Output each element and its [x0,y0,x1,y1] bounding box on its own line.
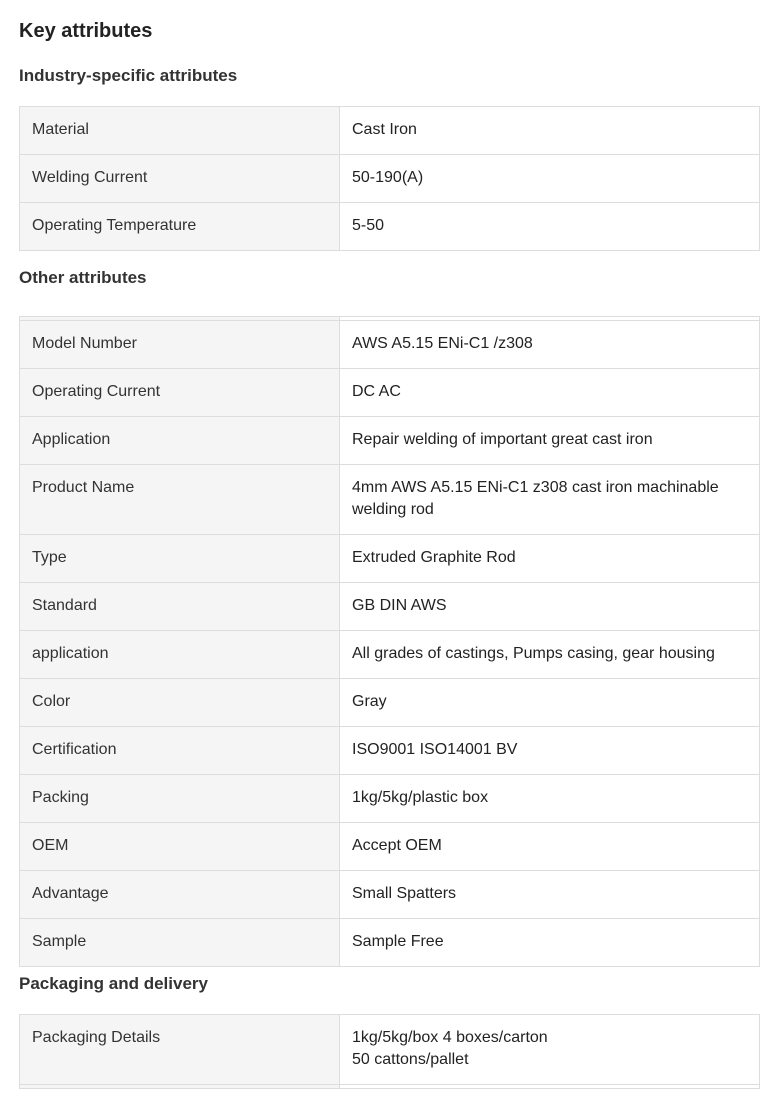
table-row [20,535,760,583]
attribute-key: Color [20,679,340,727]
attribute-key: Sample [20,919,340,967]
table-row [20,107,760,155]
table-bottom-spacer [20,1085,760,1089]
attribute-key: application [20,631,340,679]
table-row [20,631,760,679]
table-row [20,321,760,369]
table-row [20,583,760,631]
attribute-key: Material [20,107,340,155]
attribute-value: ISO9001 ISO14001 BV [340,727,760,775]
attribute-key: Advantage [20,871,340,919]
attribute-value: 50-190(A) [340,155,760,203]
table-row [20,1015,760,1085]
attribute-value: Extruded Graphite Rod [340,535,760,583]
attribute-value: Small Spatters [340,871,760,919]
packaging-delivery-table [19,1014,760,1089]
industry-attributes-table [19,106,760,251]
table-row [20,417,760,465]
page-title: Key attributes [19,20,153,42]
attribute-value: 5-50 [340,203,760,251]
attribute-value: 4mm AWS A5.15 ENi-C1 z308 cast iron machinable welding rod [340,465,760,535]
attribute-value: Gray [340,679,760,727]
table-row [20,919,760,967]
other-attributes-heading: Other attributes [19,268,147,287]
attribute-value: All grades of castings, Pumps casing, gear housing [340,631,760,679]
packaging-delivery-heading: Packaging and delivery [19,974,208,993]
attribute-value: 1kg/5kg/plastic box [340,775,760,823]
attribute-key: Standard [20,583,340,631]
attribute-value: GB DIN AWS [340,583,760,631]
attribute-value: DC AC [340,369,760,417]
attribute-key: Packaging Details [20,1015,340,1085]
attribute-value: 1kg/5kg/box 4 boxes/carton 50 cattons/pallet [340,1015,760,1085]
table-row [20,155,760,203]
table-row [20,465,760,535]
attribute-value: Sample Free [340,919,760,967]
table-row [20,727,760,775]
attribute-key: Certification [20,727,340,775]
table-row [20,679,760,727]
industry-attributes-heading: Industry-specific attributes [19,66,238,85]
attribute-key: Welding Current [20,155,340,203]
attribute-key: Product Name [20,465,340,535]
attribute-key: Operating Temperature [20,203,340,251]
attribute-value: Accept OEM [340,823,760,871]
table-row [20,775,760,823]
attribute-key: Operating Current [20,369,340,417]
attribute-value: AWS A5.15 ENi-C1 /z308 [340,321,760,369]
attribute-value: Repair welding of important great cast iron [340,417,760,465]
other-attributes-table [19,316,760,967]
attribute-key: Type [20,535,340,583]
table-row [20,823,760,871]
attribute-key: OEM [20,823,340,871]
attribute-key: Application [20,417,340,465]
attribute-key: Model Number [20,321,340,369]
table-row [20,203,760,251]
attribute-value: Cast Iron [340,107,760,155]
attribute-key: Packing [20,775,340,823]
table-row [20,871,760,919]
table-row [20,369,760,417]
